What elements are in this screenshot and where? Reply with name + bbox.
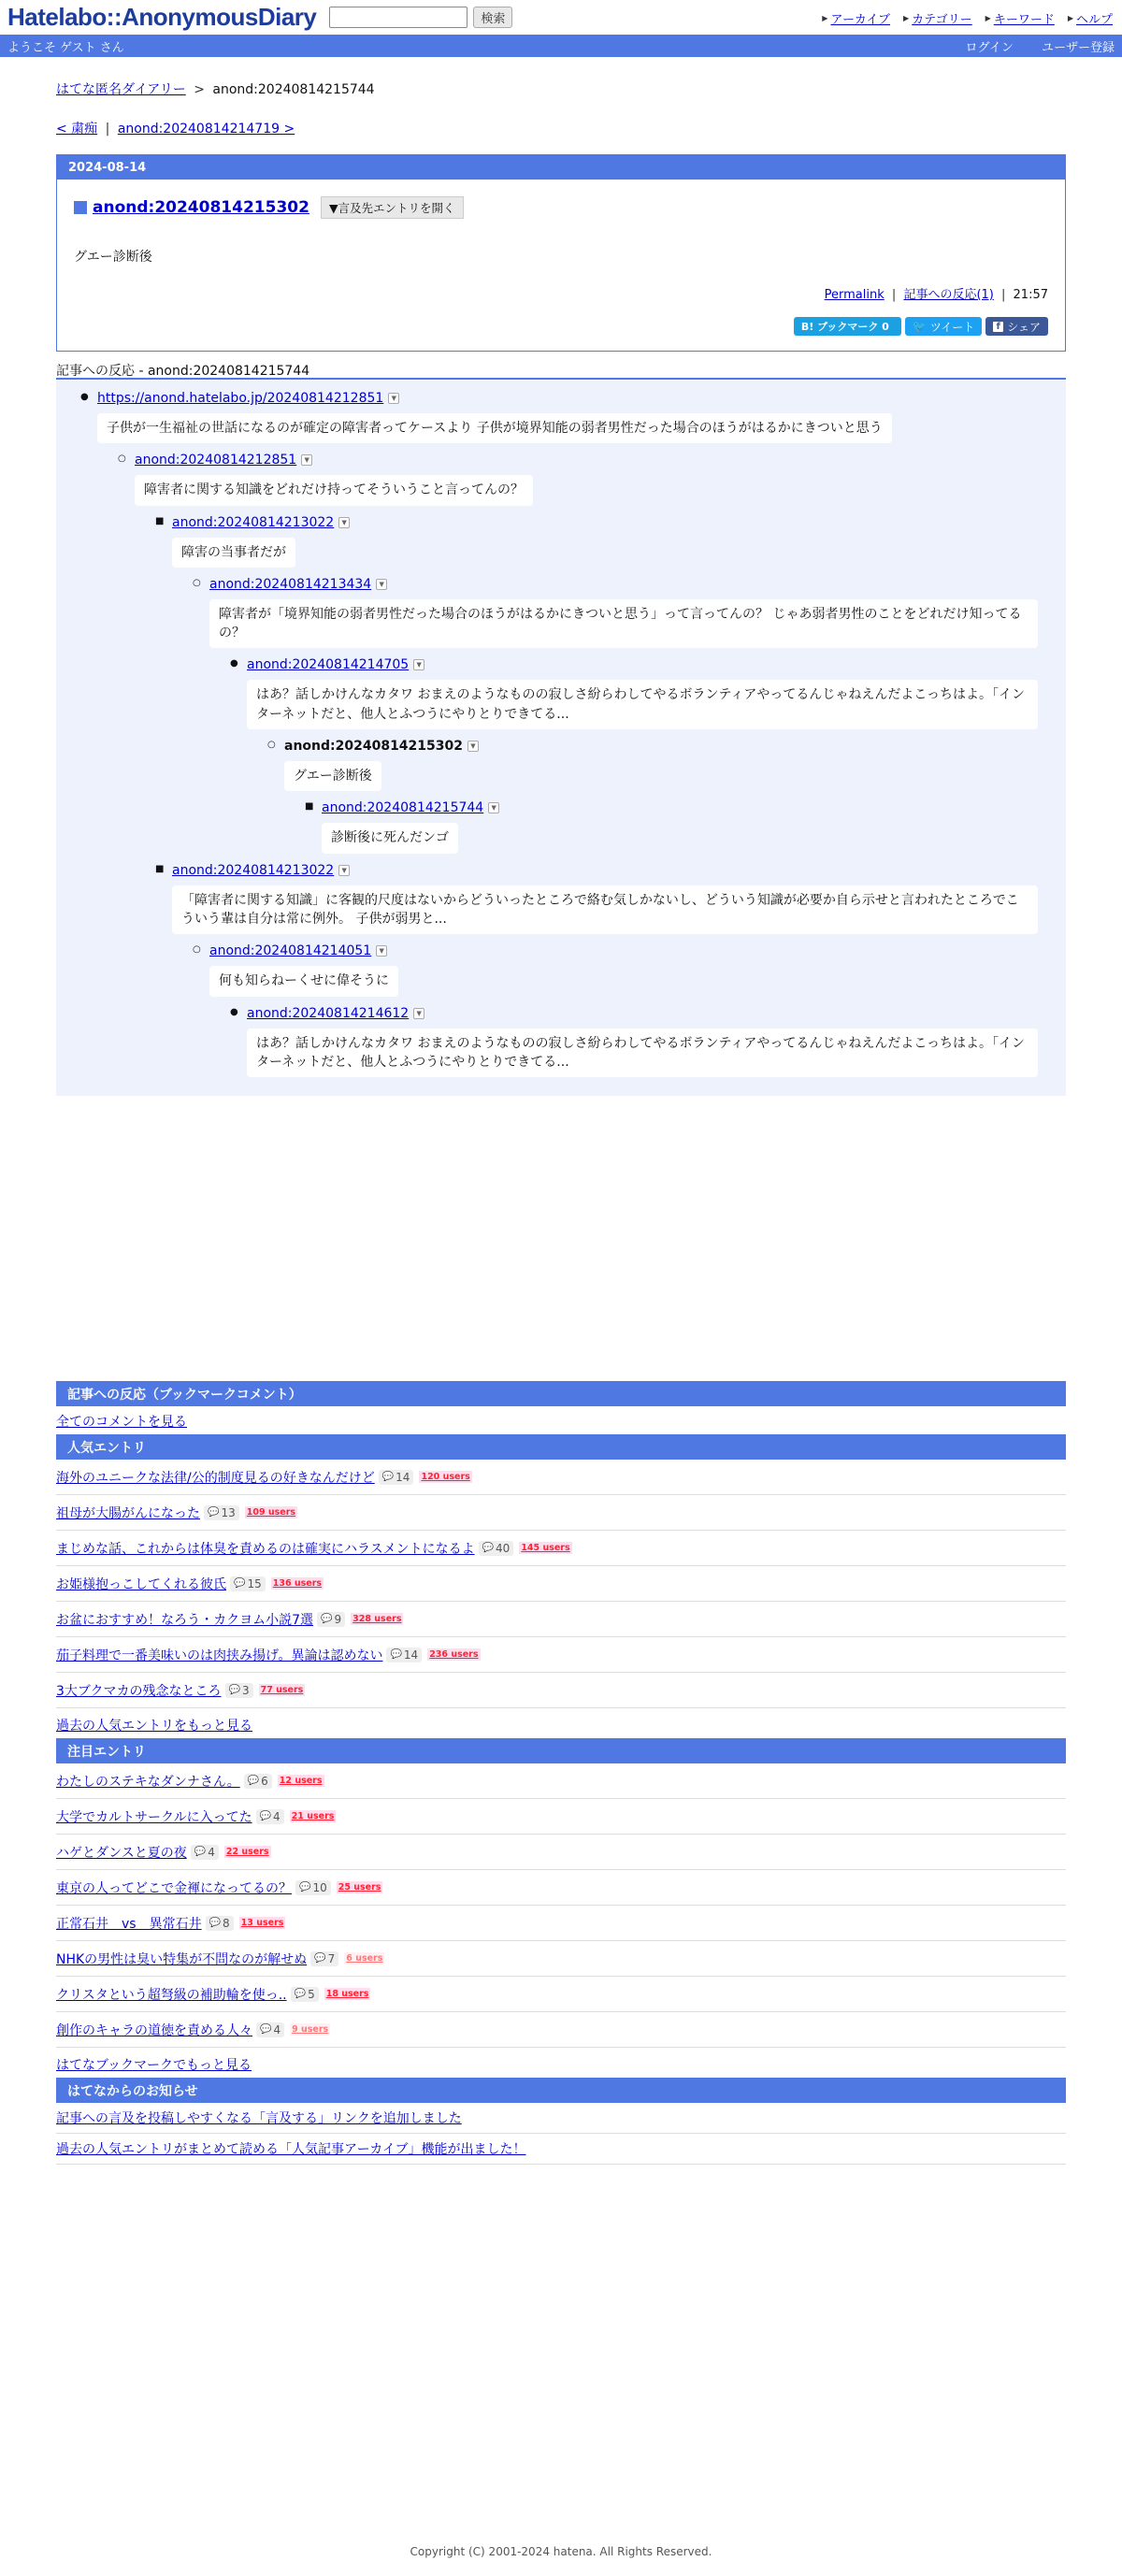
breadcrumb-separator: >: [194, 82, 205, 97]
comment-icon: 💬: [294, 1989, 307, 2000]
comment-icon: 💬: [209, 1918, 222, 1929]
comment-icon: 💬: [381, 1472, 395, 1483]
nav-help-link[interactable]: ヘルプ: [1075, 13, 1113, 27]
reaction-node: [56, 799, 1066, 853]
day-body: [57, 180, 1065, 351]
more-popular-link[interactable]: 過去の人気エントリをもっと見る: [56, 1719, 252, 1734]
comment-count[interactable]: [291, 1987, 319, 2002]
nav-category-link[interactable]: カテゴリー: [912, 13, 972, 27]
ad-space: [56, 1096, 1066, 1381]
reaction-text: 子供が一生福祉の世話になるのが確定の障害者ってケースより 子供が境界知能の弱者男性だった場合のほうがはるかにきついと思う: [97, 413, 892, 443]
bookmark-users-badge[interactable]: 12 users: [279, 1776, 323, 1787]
expand-dropdown-icon[interactable]: ▼: [376, 579, 387, 590]
reaction-text: 障害者に関する知識をどれだけ持ってそういうこと言ってんの？: [135, 475, 533, 505]
comment-count[interactable]: [317, 1612, 345, 1627]
reaction-node-head: [97, 389, 1066, 408]
bookmark-users-badge[interactable]: 236 users: [429, 1649, 479, 1661]
reaction-text-wrap: [247, 1023, 1066, 1078]
entry-body: グエー診断後: [74, 250, 152, 265]
list-bullet-icon: ●: [230, 1006, 238, 1017]
nav-category[interactable]: [903, 9, 972, 27]
comment-count[interactable]: [244, 1774, 272, 1789]
entry-row: [56, 1673, 1066, 1708]
reaction-node: [56, 1004, 1066, 1078]
entry-row: [56, 1763, 1066, 1799]
reaction-node-head: [209, 942, 1066, 960]
comment-icon: 💬: [321, 1614, 333, 1625]
entry-link[interactable]: 正常石井 vs 異常石井: [56, 1916, 202, 1932]
comment-count-value: 3: [241, 1683, 250, 1697]
comment-icon: 💬: [299, 1882, 311, 1893]
open-reference-button[interactable]: ▼言及先エントリを開く: [321, 196, 464, 219]
list-bullet-icon: ■: [305, 801, 314, 813]
list-bullet-icon: ●: [80, 392, 89, 402]
reactions-link[interactable]: 記事への反応(1): [903, 288, 994, 302]
day-header: 2024-08-14: [57, 155, 1065, 180]
bookmark-users-badge[interactable]: 136 users: [272, 1578, 323, 1590]
site-logo[interactable]: Hatelabo::AnonymousDiary: [7, 3, 317, 31]
list-bullet-icon: ●: [230, 658, 238, 669]
comment-count-value: 4: [208, 1845, 215, 1859]
comment-count-value: 13: [221, 1505, 236, 1519]
bookmark-users-badge[interactable]: 9 users: [292, 2024, 329, 2036]
reaction-text-wrap: [135, 469, 1066, 505]
entry-link[interactable]: 海外のユニークな法律/公的制度見るの好きなんだけど: [56, 1470, 375, 1486]
entry-link[interactable]: NHKの男性は臭い特集が不問なのが解せぬ: [56, 1951, 308, 1967]
entry-square-icon: [74, 201, 87, 214]
reaction-node-head: [172, 861, 1066, 880]
comment-count[interactable]: [386, 1648, 422, 1662]
entry-row: [56, 1637, 1066, 1673]
comment-count[interactable]: [225, 1683, 253, 1698]
reaction-node-head: [247, 1004, 1066, 1023]
search-input[interactable]: [329, 7, 468, 28]
entry-time: 21:57: [1013, 288, 1048, 302]
notice-row: [56, 2103, 1066, 2134]
footer-divider: |: [1001, 288, 1006, 302]
chevron-right-icon: ▶: [822, 14, 828, 22]
comment-count-value: 6: [261, 1774, 268, 1788]
reaction-link[interactable]: https://anond.hatelabo.jp/20240814212851: [97, 391, 384, 406]
facebook-share-button[interactable]: [985, 317, 1048, 336]
hatena-bookmark-button[interactable]: B! ブックマーク 0: [794, 317, 901, 336]
list-bullet-icon: ■: [155, 863, 165, 874]
bookmark-users-badge[interactable]: 21 users: [291, 1811, 335, 1822]
reaction-text-wrap: [172, 532, 1066, 568]
all-comments-link[interactable]: 全てのコメントを見る: [56, 1415, 187, 1431]
entry-link[interactable]: クリスタという超弩級の補助輪を使っ..: [56, 1987, 287, 2003]
comment-count[interactable]: [379, 1470, 414, 1485]
comment-count-value: 9: [334, 1612, 342, 1626]
entry-row: [56, 1531, 1066, 1566]
notice-heading: はてなからのお知らせ: [56, 2078, 1066, 2103]
comment-icon: 💬: [247, 1776, 260, 1787]
entry-row: [56, 1941, 1066, 1977]
footer-copyright: Copyright (C) 2001-2024 hatena. All Rights Reserved.: [410, 2545, 712, 2558]
share-label: シェア: [1007, 320, 1041, 334]
reaction-text-wrap: [284, 756, 1066, 791]
top-nav: [822, 9, 1113, 27]
search-button[interactable]: 検索: [473, 7, 512, 28]
nav-keyword[interactable]: [985, 9, 1055, 27]
comment-count[interactable]: [206, 1916, 234, 1931]
reaction-text-wrap: [247, 674, 1066, 729]
reaction-tree: [56, 380, 1066, 1096]
comment-icon: 💬: [390, 1649, 402, 1661]
expand-dropdown-icon[interactable]: ▼: [388, 393, 399, 404]
comment-count-value: 4: [273, 2022, 281, 2036]
entry-link[interactable]: 創作のキャラの道徳を責める人々: [56, 2022, 252, 2038]
bird-icon: 🐦: [912, 320, 927, 333]
comment-count-value: 7: [327, 1951, 336, 1965]
main-content: [56, 57, 1066, 2165]
reaction-text: 何も知らねーくせに偉そうに: [209, 966, 398, 996]
user-links: [941, 37, 1115, 55]
reaction-link[interactable]: anond:20240814213434: [209, 576, 372, 592]
comment-icon: 💬: [482, 1543, 495, 1554]
expand-dropdown-icon[interactable]: ▼: [338, 865, 350, 876]
nav-keyword-link[interactable]: キーワード: [993, 13, 1055, 27]
list-bullet-icon: ○: [193, 944, 201, 956]
entry-row: [56, 2012, 1066, 2048]
nav-help[interactable]: [1068, 9, 1113, 27]
reaction-link[interactable]: anond:20240814214051: [209, 943, 372, 959]
breadcrumb-current: anond:20240814215744: [212, 82, 375, 97]
more-bookmark-link[interactable]: はてなブックマークでもっと見る: [56, 2058, 252, 2074]
list-bullet-icon: ○: [267, 740, 276, 751]
reaction-node-head: [322, 799, 1066, 817]
list-bullet-icon: ○: [118, 453, 126, 465]
reaction-node: [56, 942, 1066, 996]
list-bullet-icon: ○: [193, 577, 201, 588]
comment-count-value: 14: [403, 1648, 419, 1662]
comment-icon: 💬: [228, 1685, 240, 1696]
chevron-right-icon: ▶: [985, 14, 991, 22]
header: [0, 0, 1122, 35]
reaction-node: [56, 655, 1066, 729]
reaction-link[interactable]: anond:20240814212851: [135, 453, 297, 468]
comment-count[interactable]: [310, 1951, 338, 1966]
entry-footer: [74, 284, 1048, 302]
bookmark-users-badge[interactable]: 109 users: [246, 1507, 296, 1518]
reaction-node: [56, 575, 1066, 649]
chevron-right-icon: ▶: [1067, 14, 1073, 22]
entry-row: [56, 1495, 1066, 1531]
bookmark-users-badge[interactable]: 18 users: [325, 1989, 369, 2000]
comment-count-value: 14: [396, 1470, 410, 1484]
bookmark-users-badge[interactable]: 22 users: [225, 1847, 269, 1858]
notice-row: [56, 2134, 1066, 2165]
reaction-node: [56, 861, 1066, 935]
comment-count[interactable]: [256, 2022, 284, 2037]
reaction-node: [56, 389, 1066, 443]
reaction-node: [56, 513, 1066, 568]
bookmark-users-badge[interactable]: 328 users: [352, 1614, 402, 1625]
entry-link[interactable]: まじめな話、これからは体臭を責めるのは確実にハラスメントになるよ: [56, 1541, 475, 1557]
reaction-text: はあ？話しかけんなカタワ おまえのようなものの寂しさ紛らわしてやるボランティアやってるんじゃねえんだよこっちはよ。「インターネットだと、他人とふつうにやりとりできてる...: [247, 680, 1038, 729]
comment-count-value: 15: [247, 1576, 262, 1590]
expand-dropdown-icon[interactable]: ▼: [468, 741, 479, 752]
breadcrumb-home[interactable]: はてな匿名ダイアリー: [56, 82, 186, 97]
reaction-link[interactable]: anond:20240814215744: [322, 800, 484, 816]
list-bullet-icon: ■: [155, 515, 165, 526]
tweet-button[interactable]: [905, 317, 982, 336]
reaction-text: 障害の当事者だが: [172, 538, 295, 568]
next-entry-link[interactable]: anond:20240814214719 >: [117, 122, 295, 137]
comment-count-value: 40: [496, 1541, 511, 1555]
entry-row: [56, 1870, 1066, 1906]
reaction-text: 障害者が「境界知能の弱者男性だった場合のほうがはるかにきついと思う」って言ってんの？ じゃあ弱者男性のことをどれだけ知ってるの？: [209, 599, 1038, 649]
entry-row: [56, 1460, 1066, 1495]
reactions-heading: 記事への反応 - anond:20240814215744: [56, 361, 1066, 380]
entry-row: [56, 1906, 1066, 1941]
expand-dropdown-icon[interactable]: ▼: [338, 517, 350, 528]
expand-dropdown-icon[interactable]: ▼: [413, 1008, 424, 1019]
reaction-link[interactable]: anond:20240814214705: [247, 657, 410, 673]
user-bar: [0, 35, 1122, 57]
permalink-link[interactable]: Permalink: [824, 288, 885, 302]
comment-count-value: 5: [308, 1987, 315, 2001]
entry-link[interactable]: 大学でカルトサークルに入ってた: [56, 1809, 252, 1825]
reaction-node: [56, 451, 1066, 505]
expand-dropdown-icon[interactable]: ▼: [488, 802, 499, 813]
bookmark-users-badge[interactable]: 6 users: [346, 1953, 383, 1964]
comment-icon: 💬: [259, 1811, 272, 1822]
reaction-text: グエー診断後: [284, 761, 381, 791]
bookmark-users-badge[interactable]: 77 users: [260, 1685, 304, 1696]
welcome-text: ようこそ ゲスト さん: [7, 40, 124, 55]
reaction-link[interactable]: anond:20240814214612: [247, 1005, 410, 1021]
entry-link[interactable]: 3大ブクマカの残念なところ: [56, 1683, 222, 1699]
entry-link[interactable]: 東京の人ってどこで金褌になってるの？: [56, 1880, 292, 1896]
entry-link[interactable]: お盆におすすめ！なろう・カクヨム小説7選: [56, 1612, 314, 1628]
comment-count[interactable]: [295, 1880, 331, 1895]
comment-count[interactable]: [256, 1809, 284, 1824]
entry-link[interactable]: お姫様抱っこしてくれる彼氏: [56, 1576, 226, 1592]
register-link[interactable]: ユーザー登録: [1041, 40, 1115, 55]
reaction-node-head: [209, 575, 1066, 594]
reaction-node-head: [135, 451, 1066, 469]
day-box: [56, 154, 1066, 352]
entry-row: [56, 1566, 1066, 1602]
entry-row: [56, 1977, 1066, 2012]
bookmark-users-badge[interactable]: 145 users: [521, 1543, 570, 1554]
notice-link[interactable]: 過去の人気エントリがまとめて読める「人気記事アーカイブ」機能が出ました！: [56, 2142, 526, 2158]
login-link[interactable]: ログイン: [965, 40, 1014, 55]
entry-link[interactable]: わたしのステキなダンナさん。: [56, 1774, 240, 1790]
reaction-text-wrap: [322, 817, 1066, 853]
reaction-node: [56, 737, 1066, 791]
reaction-text: 診断後に死んだンゴ: [322, 823, 458, 853]
comment-icon: 💬: [260, 2024, 272, 2036]
chevron-right-icon: ▶: [903, 14, 910, 22]
bookmark-comments-heading: 記事への反応（ブックマークコメント）: [56, 1381, 1066, 1406]
notice-list: [56, 2103, 1066, 2165]
reaction-text-wrap: [97, 408, 1066, 443]
breadcrumb: [56, 79, 1066, 100]
comment-icon: 💬: [194, 1847, 207, 1858]
expand-dropdown-icon[interactable]: ▼: [413, 659, 424, 670]
entry-link[interactable]: ハゲとダンスと夏の夜: [56, 1845, 187, 1861]
reaction-node-head: [247, 655, 1066, 674]
comment-icon: 💬: [234, 1578, 246, 1590]
notice-link[interactable]: 記事への言及を投稿しやすくなる「言及する」リンクを追加しました: [56, 2111, 462, 2127]
comment-count-value: 8: [223, 1916, 230, 1930]
reaction-link[interactable]: anond:20240814213022: [172, 514, 335, 530]
reaction-text: 「障害者に関する知識」に客観的尺度はないからどういったところで絡む気しかないし、どういう知識が必要か自ら示せと言われたところでこういう輩は自分は常に例外。 子供が弱男と...: [172, 885, 1038, 935]
bookmark-users-badge[interactable]: 120 users: [421, 1472, 470, 1483]
comment-count[interactable]: [230, 1576, 266, 1591]
expand-dropdown-icon[interactable]: ▼: [376, 945, 387, 957]
reaction-node-head: [172, 513, 1066, 532]
bookmark-users-badge[interactable]: 13 users: [240, 1918, 284, 1929]
expand-dropdown-icon[interactable]: ▼: [301, 454, 312, 466]
entry-row: [56, 1799, 1066, 1835]
entry-row: [56, 1835, 1066, 1870]
search-form: [329, 7, 512, 28]
popular-entries-list: [56, 1460, 1066, 1708]
attention-entries-list: [56, 1763, 1066, 2048]
attention-entries-heading: 注目エントリ: [56, 1738, 1066, 1763]
comment-count[interactable]: [191, 1845, 219, 1860]
comment-count-value: 4: [273, 1809, 280, 1823]
share-bar: [74, 317, 1048, 336]
popular-entries-heading: 人気エントリ: [56, 1434, 1066, 1460]
reaction-text: はあ？話しかけんなカタワ おまえのようなものの寂しさ紛らわしてやるボランティアやってるんじゃねえんだよこっちはよ。「インターネットだと、他人とふつうにやりとりできてる...: [247, 1029, 1038, 1078]
entry-link[interactable]: 茄子料理で一番美味いのは肉挟み揚げ。異論は認めない: [56, 1648, 383, 1663]
reaction-text-wrap: [209, 594, 1066, 649]
reaction-link: anond:20240814215302: [284, 739, 463, 755]
prev-entry-link[interactable]: < 粛痴: [56, 122, 98, 137]
pager: [56, 119, 1066, 139]
entry-title-row: [74, 196, 1048, 219]
facebook-icon: f: [993, 322, 1003, 332]
entry-row: [56, 1602, 1066, 1637]
reaction-link[interactable]: anond:20240814213022: [172, 862, 335, 878]
entry-title-link[interactable]: anond:20240814215302: [93, 198, 309, 217]
footer-divider: |: [891, 288, 897, 302]
reaction-text-wrap: [209, 960, 1066, 996]
comment-icon: 💬: [314, 1953, 326, 1964]
entry-link[interactable]: 祖母が大腸がんになった: [56, 1505, 200, 1521]
pager-divider: |: [105, 122, 110, 137]
nav-archive[interactable]: [822, 9, 890, 27]
bookmark-users-badge[interactable]: 25 users: [338, 1882, 381, 1893]
reaction-text-wrap: [172, 880, 1066, 935]
comment-count[interactable]: [204, 1505, 239, 1520]
comment-count-value: 10: [312, 1880, 327, 1894]
comment-icon: 💬: [208, 1507, 220, 1518]
nav-archive-link[interactable]: アーカイブ: [830, 13, 891, 27]
reaction-node-head: [284, 737, 1066, 756]
tweet-label: ツイート: [929, 320, 975, 334]
comment-count[interactable]: [479, 1541, 514, 1556]
